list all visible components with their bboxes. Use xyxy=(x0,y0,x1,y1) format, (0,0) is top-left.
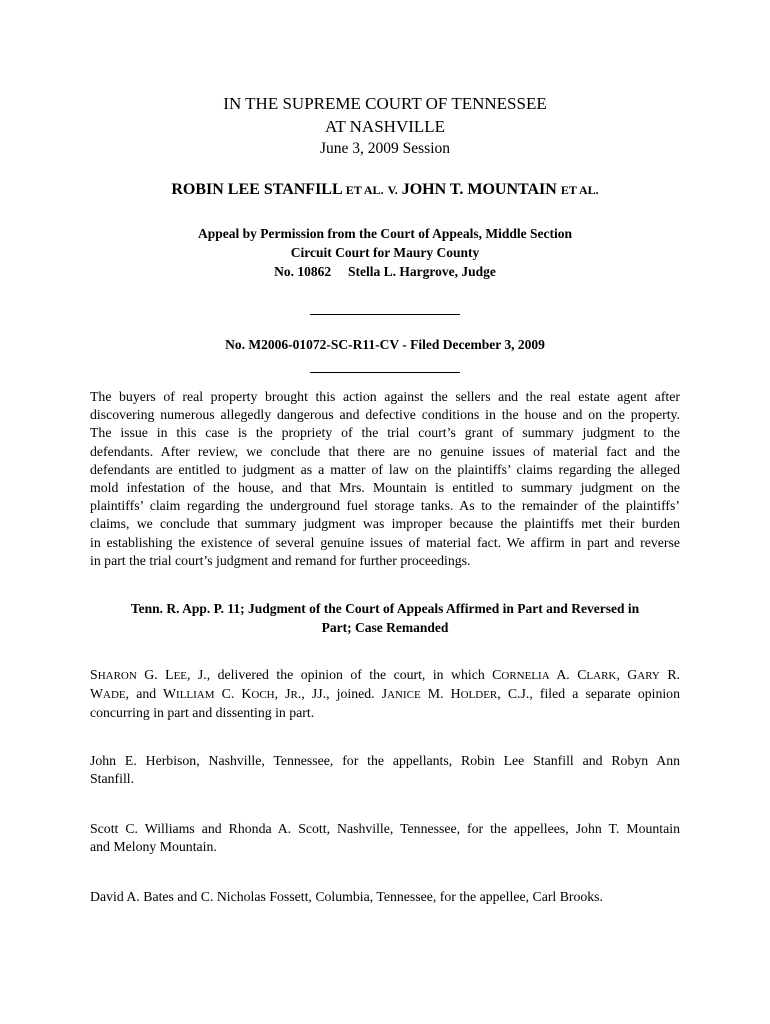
summary-line: The buyers of real property brought this action against the sellers and the real estate agent after xyxy=(90,389,680,404)
et-al-plaintiff: ET AL. xyxy=(345,183,384,197)
summary-line: mold infestation of the house, and that Mrs. Mountain is entitled to summary judgment on the xyxy=(90,480,680,496)
summary-line: claims, we conclude that summary judgment was improper because the plaintiffs met their burden xyxy=(90,516,680,532)
case-caption xyxy=(0,180,770,200)
separator-rule-top xyxy=(310,314,460,315)
summary-line: defendants are entitled to judgment as a matter of law on the plaintiffs’ claims regarding the alleged xyxy=(90,461,680,477)
summary-line: in part the trial court’s judgment and remand for further proceedings. xyxy=(90,552,471,568)
counsel-appellees-mountain-line-2: and Melony Mountain. xyxy=(90,839,217,855)
plaintiff-name: ROBIN LEE STANFILL xyxy=(171,181,342,198)
counsel-appellees-mountain xyxy=(90,820,680,856)
opinion-line-2: WADE, and WILLIAM C. KOCH, JR., JJ., joined. JANICE M. HOLDER, C.J., filed a separate opinion xyxy=(90,686,680,702)
counsel-appellees-mountain-line-1: Scott C. Williams and Rhonda A. Scott, Nashville, Tennessee, for the appellees, John T. Mountain xyxy=(90,821,680,836)
separator-rule-bottom xyxy=(310,372,460,373)
defendant-name: JOHN T. MOUNTAIN xyxy=(401,181,557,198)
trial-case-number: No. 10862 xyxy=(274,264,332,279)
appeal-origin: Appeal by Permission from the Court of Appeals, Middle Section xyxy=(198,226,572,241)
holding xyxy=(0,599,770,637)
court-name: IN THE SUPREME COURT OF TENNESSEE xyxy=(223,94,547,113)
counsel-appellee-brooks-line-1: David A. Bates and C. Nicholas Fossett, Columbia, Tennessee, for the appellee, Carl Brooks. xyxy=(90,889,604,904)
versus: V. xyxy=(387,183,398,197)
counsel-appellee-brooks xyxy=(90,888,680,906)
counsel-appellants-line-2: Stanfill. xyxy=(90,771,135,787)
counsel-appellants xyxy=(90,752,680,788)
session-date: June 3, 2009 Session xyxy=(319,140,451,157)
summary-line: plaintiffs’ claim regarding the underground fuel storage tanks. As to the remainder of the plaintiffs’ xyxy=(90,498,680,514)
trial-court: Circuit Court for Maury County xyxy=(290,245,480,260)
holding-line-1: Tenn. R. App. P. 11; Judgment of the Court of Appeals Affirmed in Part and Reversed in xyxy=(130,601,640,616)
holding-line-2: Part; Case Remanded xyxy=(321,620,449,635)
trial-case-judge xyxy=(0,262,770,281)
opinion-line-1: SHARON G. LEE, J., delivered the opinion of the court, in which CORNELIA A. CLARK, GARY R. xyxy=(90,667,680,682)
trial-judge: Stella L. Hargrove, Judge xyxy=(348,264,496,279)
opinion-authorship xyxy=(90,666,680,723)
summary-line: discovering numerous allegedly dangerous and defective conditions in the house and on the property. xyxy=(90,407,680,423)
et-al-defendant: ET AL. xyxy=(560,183,599,197)
court-location: AT NASHVILLE xyxy=(324,117,446,136)
summary-line: defendants. After review, we conclude that there are no genuine issues of material fact and the xyxy=(90,443,680,459)
docket-number: No. M2006-01072-SC-R11-CV - Filed December 3, 2009 xyxy=(225,337,545,352)
counsel-appellants-line-1: John E. Herbison, Nashville, Tennessee, for the appellants, Robin Lee Stanfill and Robyn Ann xyxy=(90,753,680,768)
case-summary xyxy=(90,388,680,570)
summary-line: in establishing the existence of several genuine issues of material fact. We affirm in part and reverse xyxy=(90,534,680,550)
summary-line: The issue in this case is the propriety of the trial court’s grant of summary judgment to the xyxy=(90,425,680,441)
opinion-line-3: concurring in part and dissenting in part. xyxy=(90,705,315,721)
